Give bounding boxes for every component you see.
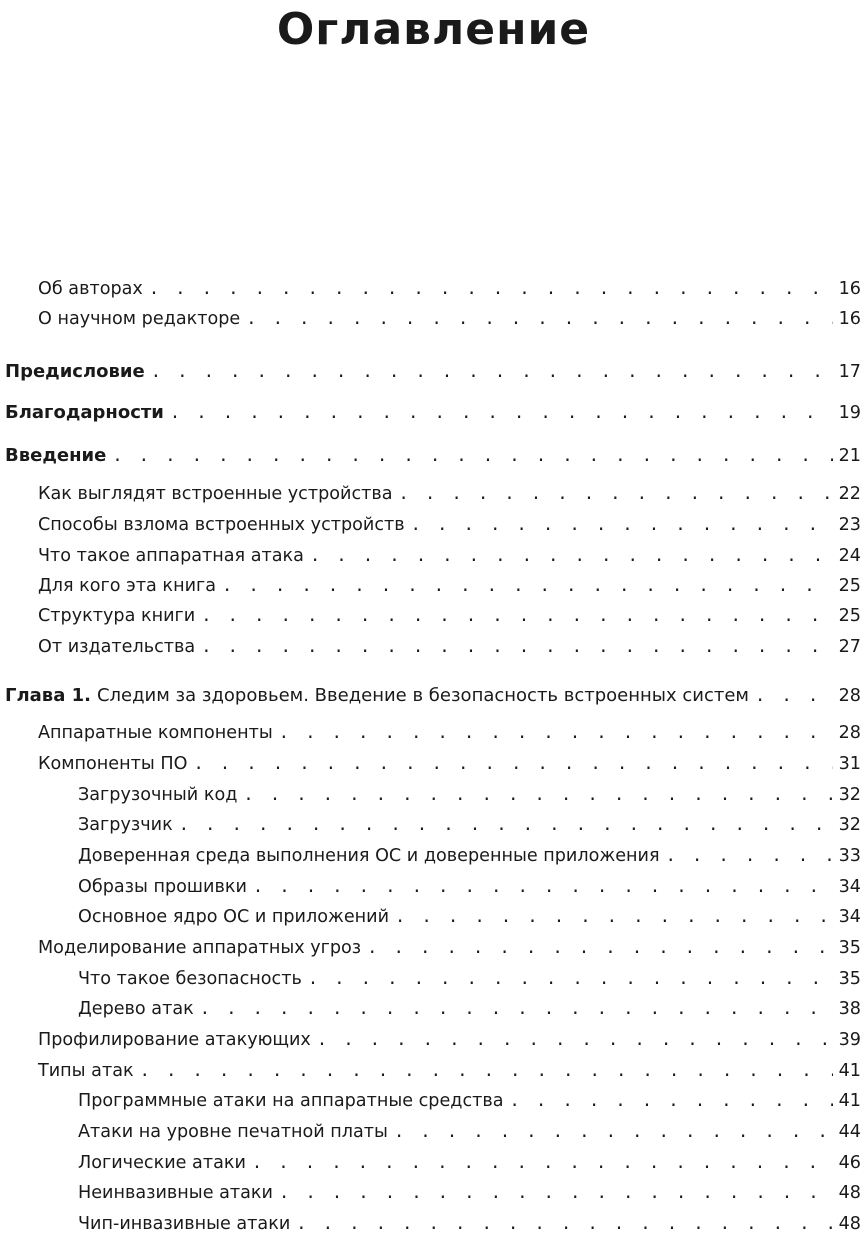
toc-entry — [38, 481, 861, 507]
toc-entry-text: Чип-инвазивные атаки — [78, 1214, 291, 1234]
toc-entry — [38, 751, 861, 777]
toc-entry — [38, 603, 861, 629]
toc-entry-title — [78, 1152, 246, 1176]
dot-leader — [310, 545, 833, 567]
dot-leader — [140, 1060, 833, 1082]
toc-entry-text: Введение — [5, 445, 107, 466]
toc-entry — [78, 1180, 861, 1206]
toc-entry-text: Следим за здоровьем. Введение в безопасность встроенных систем — [96, 685, 750, 706]
toc-entry-text: Атаки на уровне печатной платы — [78, 1122, 388, 1142]
toc-entry-text: О научном редакторе — [38, 309, 241, 329]
toc-entry-text: Доверенная среда выполнения ОС и доверенные приложения — [78, 846, 660, 866]
toc-entry-text: Типы атак — [38, 1061, 134, 1081]
toc-entry-text: Логические атаки — [78, 1153, 246, 1173]
toc-entry-title — [78, 814, 173, 838]
toc-entry-text: Аппаратные компоненты — [38, 723, 273, 743]
toc-entry-title — [5, 685, 749, 709]
dot-leader — [170, 402, 833, 424]
dot-leader — [200, 998, 833, 1020]
toc-section-entry — [5, 443, 861, 469]
page-number: 22 — [838, 484, 861, 504]
toc-entry-title — [38, 1029, 311, 1053]
toc-entry — [78, 874, 861, 900]
toc-entry-title — [38, 278, 143, 302]
dot-leader — [252, 1152, 833, 1174]
toc-entry-text: Моделирование аппаратных угроз — [38, 938, 362, 958]
page-number: 39 — [838, 1030, 861, 1050]
toc-section-entry — [5, 359, 861, 385]
page-number: 31 — [838, 754, 861, 774]
toc-entry-text: Об авторах — [38, 279, 143, 299]
toc-entry-text: Загрузчик — [78, 815, 173, 835]
dot-leader — [201, 605, 832, 627]
page-number: 48 — [838, 1183, 861, 1203]
toc-entry-title — [38, 937, 361, 961]
toc-entry-title — [38, 545, 304, 569]
dot-leader — [222, 575, 833, 597]
toc-entry-title — [78, 906, 389, 930]
toc-entry-title — [38, 605, 195, 629]
toc-entry — [78, 1088, 861, 1114]
toc-entry — [78, 1211, 861, 1237]
toc-entry — [78, 812, 861, 838]
toc-entry — [78, 904, 861, 930]
toc-entry-text: Структура книги — [38, 606, 196, 626]
toc-entry — [38, 1027, 861, 1053]
page-number: 32 — [838, 815, 861, 835]
page-number: 41 — [838, 1091, 861, 1111]
page-number: 25 — [838, 576, 861, 596]
toc-entry-title — [38, 636, 195, 660]
toc-entry — [38, 720, 861, 746]
toc-entry-text: Компоненты ПО — [38, 754, 188, 774]
page-number: 32 — [838, 785, 861, 805]
dot-leader — [193, 753, 832, 775]
page-number: 16 — [838, 309, 861, 329]
toc-entry — [78, 996, 861, 1022]
page-number: 17 — [838, 362, 861, 382]
page-number: 44 — [838, 1122, 861, 1142]
page-number: 21 — [838, 446, 861, 466]
toc-entry — [78, 966, 861, 992]
page-number: 23 — [838, 515, 861, 535]
page-number: 28 — [838, 723, 861, 743]
toc-entry-title — [38, 308, 240, 332]
toc-entry — [38, 1058, 861, 1084]
dot-leader — [149, 278, 833, 300]
toc-section-entry — [5, 400, 861, 426]
page-number: 19 — [838, 403, 861, 423]
toc-entry-title — [78, 1121, 388, 1145]
toc-entry — [78, 1119, 861, 1145]
dot-leader — [394, 1121, 833, 1143]
dot-leader — [666, 845, 833, 867]
toc-entry-text: От издательства — [38, 637, 196, 657]
page-number: 33 — [838, 846, 861, 866]
toc-chapter-entry — [5, 683, 861, 709]
toc-entry-title — [38, 1060, 134, 1084]
toc-entry-text: Способы взлома встроенных устройств — [38, 515, 405, 535]
dot-leader — [317, 1029, 833, 1051]
toc-entry-text: Предисловие — [5, 361, 145, 382]
page-number: 38 — [838, 999, 861, 1019]
page-number: 27 — [838, 637, 861, 657]
toc-entry-text: Что такое аппаратная атака — [38, 546, 304, 566]
toc-entry-title — [78, 998, 194, 1022]
toc-entry-title — [5, 445, 106, 469]
toc-entry-title — [5, 402, 164, 426]
dot-leader — [367, 937, 832, 959]
toc-entry-title — [38, 575, 216, 599]
toc-entry-title — [78, 784, 237, 808]
dot-leader — [399, 483, 833, 505]
toc-entry — [78, 843, 861, 869]
toc-entry — [38, 935, 861, 961]
toc-entry-title — [38, 753, 187, 777]
toc-entry — [38, 543, 861, 569]
toc-entry-text: Дерево атак — [78, 999, 194, 1019]
toc-entry — [78, 1150, 861, 1176]
toc-entry-title — [78, 1182, 273, 1206]
dot-leader — [279, 1182, 833, 1204]
page-number: 25 — [838, 606, 861, 626]
dot-leader — [112, 445, 832, 467]
dot-leader — [411, 514, 833, 536]
toc-entry-title — [38, 514, 405, 538]
dot-leader — [179, 814, 833, 836]
toc-entry — [38, 573, 861, 599]
dot-leader — [151, 361, 833, 383]
page-number: 16 — [838, 279, 861, 299]
page-number: 35 — [838, 969, 861, 989]
dot-leader — [243, 784, 832, 806]
toc-entry-text: Для кого эта книга — [38, 576, 217, 596]
page-number: 28 — [838, 686, 861, 706]
dot-leader — [279, 722, 833, 744]
toc-entry-title — [5, 361, 145, 385]
toc-entry-title — [78, 1090, 504, 1114]
dot-leader — [201, 636, 832, 658]
toc-entry — [38, 276, 861, 302]
toc-entry — [38, 512, 861, 538]
chapter-number: Глава 1. — [5, 685, 91, 706]
page-title: Оглавление — [276, 4, 591, 55]
toc-entry-title — [38, 722, 273, 746]
toc-entry-title — [78, 876, 247, 900]
toc-entry-text: Неинвазивные атаки — [78, 1183, 273, 1203]
toc-entry-text: Что такое безопасность — [78, 969, 302, 989]
toc-entry — [38, 306, 861, 332]
dot-leader — [510, 1090, 833, 1112]
toc-entry-text: Загрузочный код — [78, 785, 238, 805]
toc-entry-text: Благодарности — [5, 402, 164, 423]
dot-leader — [755, 685, 833, 707]
page-number: 46 — [838, 1153, 861, 1173]
toc-entry-title — [78, 845, 660, 869]
toc-entry-text: Программные атаки на аппаратные средства — [78, 1091, 504, 1111]
toc-entry — [78, 782, 861, 808]
toc-entry-text: Образы прошивки — [78, 877, 247, 897]
page-number: 35 — [838, 938, 861, 958]
toc-entry-text: Как выглядят встроенные устройства — [38, 484, 393, 504]
page-number: 34 — [838, 877, 861, 897]
toc-entry-text: Профилирование атакующих — [38, 1030, 311, 1050]
toc-entry-title — [38, 483, 393, 507]
dot-leader — [246, 308, 832, 330]
toc-entry-text: Основное ядро ОС и приложений — [78, 907, 390, 927]
page-number: 24 — [838, 546, 861, 566]
toc-entry-title — [78, 1213, 290, 1237]
dot-leader — [308, 968, 833, 990]
page-number: 34 — [838, 907, 861, 927]
dot-leader — [296, 1213, 832, 1235]
page-number: 41 — [838, 1061, 861, 1081]
dot-leader — [253, 876, 833, 898]
page-number: 48 — [838, 1214, 861, 1234]
toc-entry — [38, 634, 861, 660]
toc-entry-title — [78, 968, 302, 992]
dot-leader — [395, 906, 833, 928]
